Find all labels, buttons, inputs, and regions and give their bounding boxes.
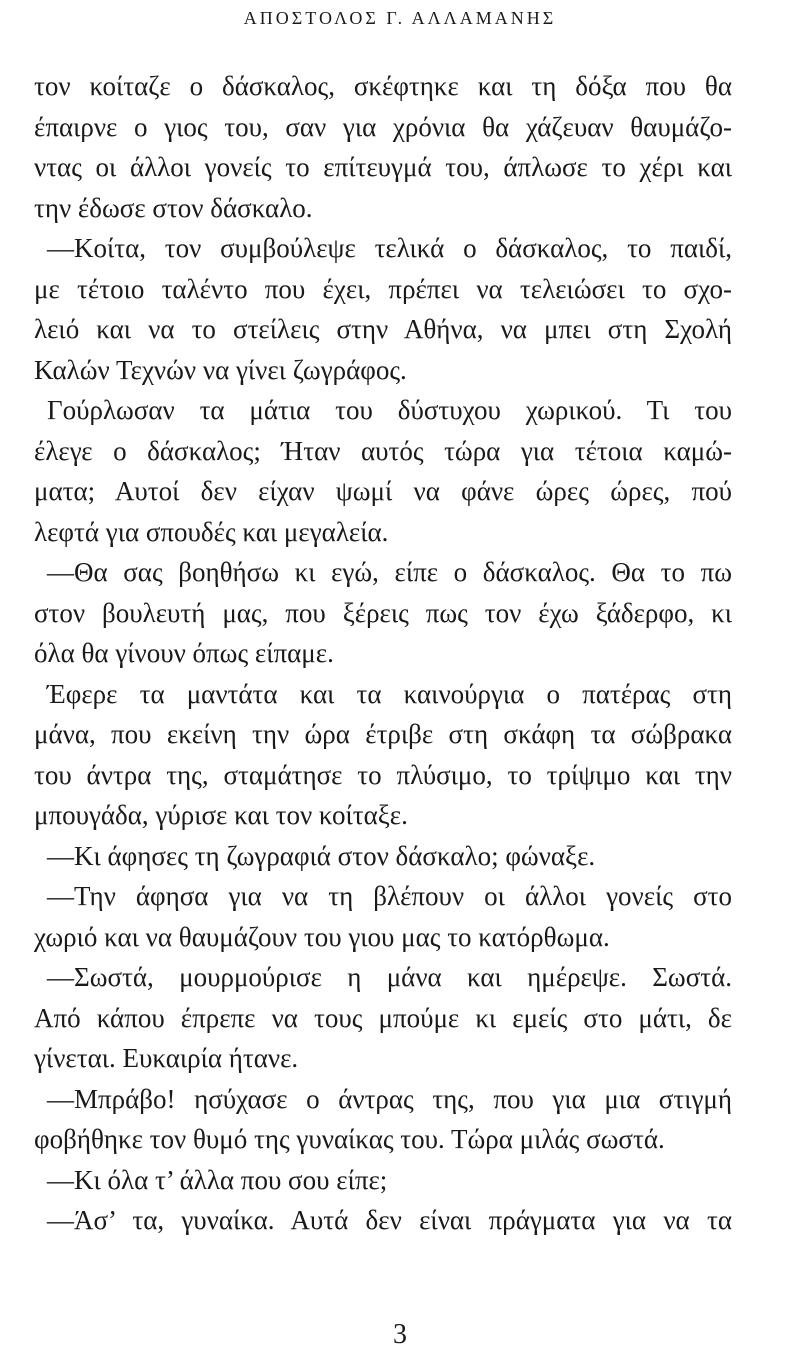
text-line: στον βουλευτή μας, που ξέρεις πως τον έχω ξάδερφο, κι — [34, 597, 732, 628]
text-line: λεφτά για σπουδές και μεγαλεία. — [34, 516, 389, 547]
text-line: ματα; Αυτοί δεν είχαν ψωμί να φάνε ώρες ώρες, πού — [34, 476, 732, 506]
text-line: όλα θα γίνουν όπως είπαμε. — [34, 638, 334, 668]
text-line: —Θα σας βοηθήσω κι εγώ, είπε ο δάσκαλος. Θα το πω — [47, 557, 732, 587]
body-text — [34, 66, 732, 1241]
running-header: ΑΠΟΣΤΟΛΟΣ Γ. ΑΛΛΑΜΑΝΗΣ — [243, 8, 557, 28]
text-line: —Μπράβο! ησύχασε ο άντρας της, που για μια στιγμή — [47, 1083, 732, 1114]
text-line: —Την άφησα για να τη βλέπουν οι άλλοι γονείς στο — [47, 881, 732, 911]
text-line: γίνεται. Ευκαιρία ήτανε. — [34, 1043, 299, 1073]
text-line: Από κάπου έπρεπε να τους μπούμε κι εμείς στο μάτι, δε — [34, 1002, 732, 1033]
text-line: έπαιρνε ο γιος του, σαν για χρόνια θα χάζευαν θαυμάζο- — [34, 111, 732, 142]
text-line: —Σωστά, μουρμούρισε η μάνα και ημέρεψε. Σωστά. — [47, 962, 732, 992]
text-line: με τέτοιο ταλέντο που έχει, πρέπει να τελειώσει το σχο- — [34, 273, 732, 304]
text-line: —Κοίτα, τον συμβούλεψε τελικά ο δάσκαλος, το παιδί, — [47, 233, 732, 263]
text-line: Γούρλωσαν τα μάτια του δύστυχου χωρικού. Τι του — [47, 395, 732, 425]
text-line: του άντρα της, σταμάτησε το πλύσιμο, το τρίψιμο και την — [34, 759, 732, 790]
text-line: χωριό και να θαυμάζουν του γιου μας το κατόρθωμα. — [34, 921, 610, 952]
text-line: ντας οι άλλοι γονείς το επίτευγμά του, άπλωσε το χέρι και — [34, 152, 732, 182]
text-line: μπουγάδα, γύρισε και τον κοίταξε. — [34, 800, 408, 830]
text-line: Έφερε τα μαντάτα και τα καινούργια ο πατέρας στη — [47, 678, 732, 709]
text-line: —Κι όλα τ’ άλλα που σου είπε; — [47, 1164, 388, 1195]
text-line: —Άσ’ τα, γυναίκα. Αυτά δεν είναι πράγματα για να τα — [47, 1205, 732, 1235]
text-line: —Κι άφησες τη ζωγραφιά στον δάσκαλο; φώναξε. — [47, 840, 596, 871]
page-number: 3 — [393, 1319, 407, 1350]
text-line: Καλών Τεχνών να γίνει ζωγράφος. — [34, 354, 407, 385]
text-line: έλεγε ο δάσκαλος; Ήταν αυτός τώρα για τέτοια καμώ- — [34, 435, 732, 466]
text-line: μάνα, που εκείνη την ώρα έτριβε στη σκάφη τα σώβρακα — [34, 719, 732, 749]
text-line: φοβήθηκε τον θυμό της γυναίκας του. Τώρα μιλάς σωστά. — [34, 1124, 665, 1154]
text-line: τον κοίταζε ο δάσκαλος, σκέφτηκε και τη δόξα που θα — [34, 71, 732, 101]
text-line: την έδωσε στον δάσκαλο. — [34, 192, 313, 223]
text-line: λειό και να το στείλεις στην Αθήνα, να μπει στη Σχολή — [34, 314, 732, 344]
